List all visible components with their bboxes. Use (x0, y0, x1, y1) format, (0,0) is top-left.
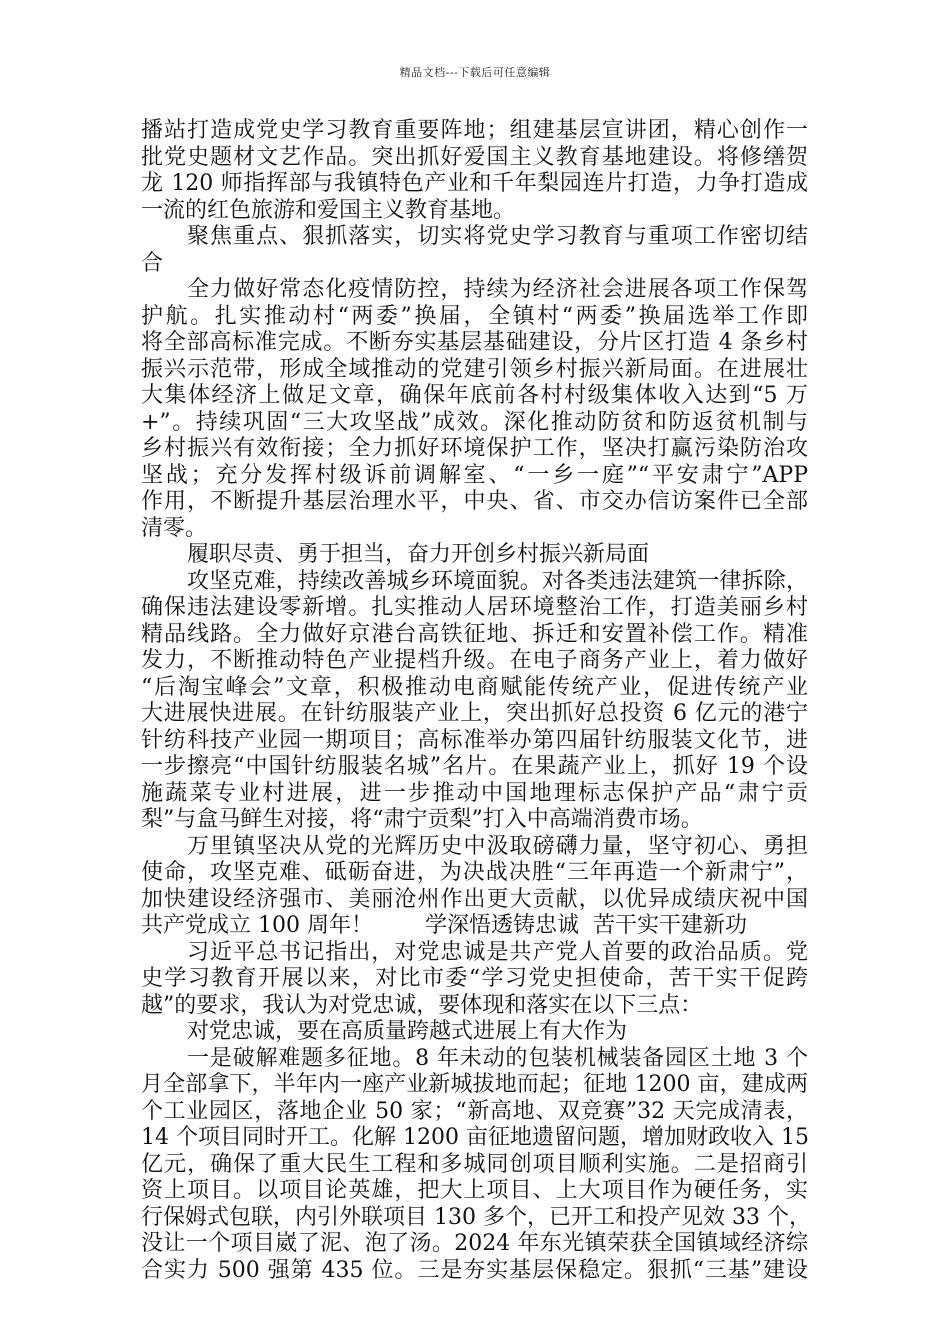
text-line (141, 781, 808, 808)
text-line (141, 913, 808, 940)
text-line (141, 489, 808, 516)
line-text: +”。持续巩固“三大攻坚战”成效。深化推动防贫和防返贫机制与 (141, 409, 808, 435)
page-header: 精品文档---下载后可任意编辑 (399, 66, 551, 79)
text-line (141, 118, 808, 145)
text-line (141, 383, 808, 410)
line-text: 坚战；充分发挥村级诉前调解室、“一乡一庭”“平安肃宁”APP (141, 462, 808, 488)
line-text: 亿元，确保了重大民生工程和多城同创项目顺利实施。二是招商引 (141, 1151, 808, 1177)
line-text: 万里镇坚决从党的光辉历史中汲取磅礴力量，坚守初心、勇担 (187, 833, 808, 859)
text-line (141, 834, 808, 861)
line-text: 大集体经济上做足文章，确保年底前各村村级集体收入达到“5 万 (141, 383, 808, 408)
line-text: 加快建设经济强市、美丽沧州作出更大贡献，以优异成绩庆祝中国 (141, 886, 808, 912)
line-text: 播站打造成党史学习教育重要阵地；组建基层宣讲团，精心创作一 (141, 118, 808, 143)
text-line (141, 463, 808, 490)
text-line (141, 1178, 808, 1205)
line-text: 资上项目。以项目论英雄，把大上项目、上大项目作为硬任务，实 (141, 1178, 808, 1203)
text-line (141, 304, 808, 331)
text-line (141, 860, 808, 887)
text-line (141, 145, 808, 172)
line-text: 全力做好常态化疫情防控，持续为经济社会进展各项工作保驾 (187, 277, 808, 302)
text-line (141, 1152, 808, 1179)
text-line (141, 251, 808, 278)
text-line (141, 1046, 808, 1073)
line-text: 个工业园区，落地企业 50 家；“新高地、双竞赛”32 天完成清表， (141, 1098, 808, 1124)
text-line (141, 728, 808, 755)
line-text: 一步擦亮“中国针纺服装名城”名片。在果蔬产业上，抓好 19 个设 (141, 754, 808, 779)
line-text: 一流的红色旅游和爱国主义教育基地。 (141, 197, 516, 223)
text-line (141, 887, 808, 914)
text-line (141, 277, 808, 304)
line-text: 针纺科技产业园一期项目；高标准举办第四届针纺服装文化节，进 (141, 727, 808, 753)
section-title: 学深悟透铸忠诚 苦干实干建新功 (424, 913, 747, 938)
line-text: 将全部高标准完成。不断夯实基层基础建设，分片区打造 4 条乡村 (141, 330, 808, 355)
document-body (141, 118, 811, 1284)
text-line (141, 1125, 808, 1152)
line-text: 确保违法建设零新增。扎实推动人居环境整治工作，打造美丽乡村 (141, 595, 808, 620)
text-line (141, 648, 808, 675)
line-text: 攻坚克难，持续改善城乡环境面貌。对各类违法建筑一律拆除， (187, 568, 808, 594)
text-line (141, 357, 808, 384)
text-line (141, 1099, 808, 1126)
text-line (141, 198, 808, 225)
line-text: 合 (141, 250, 164, 276)
text-line (141, 516, 808, 543)
line-text: 大进展快进展。在针纺服装产业上，突出抓好总投资 6 亿元的港宁 (141, 701, 808, 726)
line-text: 施蔬菜专业村进展，进一步推动中国地理标志保护产品“肃宁贡 (141, 780, 808, 806)
line-text: 没让一个项目崴了泥、泡了汤。2024 年东光镇荣获全国镇域经济综 (141, 1231, 808, 1256)
text-line (141, 542, 808, 569)
text-line (141, 1258, 808, 1285)
line-text: 共产党成立 100 周年！ (141, 913, 373, 938)
line-text: 振兴示范带，形成全域推动的党建引领乡村振兴新局面。在进展壮 (141, 356, 808, 382)
line-text: 龙 120 师指挥部与我镇特色产业和千年梨园连片打造，力争打造成 (141, 171, 808, 196)
text-line (141, 569, 808, 596)
text-line (141, 1204, 811, 1232)
line-text: “后淘宝峰会”文章，积极推动电商赋能传统产业，促进传统产业 (141, 674, 808, 700)
line-text: 习近平总书记指出，对党忠诚是共产党人首要的政治品质。党 (187, 939, 808, 965)
line-text: 史学习教育开展以来，对比市委“学习党史担使命，苦干实干促跨 (141, 966, 808, 991)
text-line (141, 171, 808, 198)
text-line (141, 701, 808, 728)
text-line (141, 330, 808, 357)
text-line (141, 622, 808, 649)
text-line (141, 1231, 808, 1258)
text-line (141, 966, 808, 993)
line-text: 聚焦重点、狠抓落实，切实将党史学习教育与重项工作密切结 (187, 224, 808, 249)
text-line (141, 224, 808, 251)
line-text: 精品线路。全力做好京港台高铁征地、拆迁和安置补偿工作。精准 (141, 621, 808, 647)
text-line (141, 1019, 808, 1046)
line-text: 发力，不断推动特色产业提档升级。在电子商务产业上，着力做好 (141, 648, 808, 673)
line-text: 合实力 500 强第 435 位。三是夯实基层保稳定。狠抓“三基”建设 (141, 1257, 808, 1283)
line-text: 使命，攻坚克难、砥砺奋进，为决战决胜“三年再造一个新肃宁”， (141, 860, 808, 885)
text-line (141, 940, 808, 967)
line-text: 越”的要求，我认为对党忠诚，要体现和落实在以下三点： (141, 992, 703, 1018)
line-text: 对党忠诚，要在高质量跨越式进展上有大作为 (187, 1019, 628, 1044)
line-text: 乡村振兴有效衔接；全力抓好环境保护工作，坚决打赢污染防治攻 (141, 436, 808, 461)
text-line (141, 993, 808, 1020)
line-text: 履职尽责、勇于担当，奋力开创乡村振兴新局面 (187, 542, 650, 567)
text-line (141, 595, 808, 622)
line-text: 批党史题材文艺作品。突出抓好爱国主义教育基地建设。将修缮贺 (141, 144, 808, 170)
text-line (141, 436, 808, 463)
line-text: 护航。扎实推动村“两委”换届，全镇村“两委”换届选举工作即 (141, 303, 808, 329)
line-text: 一是破解难题多征地。8 年未动的包装机械装备园区土地 3 个 (187, 1045, 808, 1071)
line-text: 行保姆式包联，内引外联项目 130 多个，已开工和投产见效 33 个， (141, 1204, 811, 1230)
line-text: 月全部拿下，半年内一座产业新城拔地而起；征地 1200 亩，建成两 (141, 1072, 808, 1097)
line-text: 梨”与盒马鲜生对接，将“肃宁贡梨”打入中高端消费市场。 (141, 807, 703, 832)
text-line (141, 410, 808, 437)
line-text: 作用，不断提升基层治理水平，中央、省、市交办信访案件已全部 (141, 489, 808, 514)
line-text: 清零。 (141, 515, 208, 541)
text-line (141, 675, 808, 702)
text-line (141, 754, 808, 781)
text-line (141, 807, 808, 834)
text-line (141, 1072, 808, 1099)
line-text: 14 个项目同时开工。化解 1200 亩征地遗留问题，增加财政收入 15 (141, 1125, 809, 1150)
